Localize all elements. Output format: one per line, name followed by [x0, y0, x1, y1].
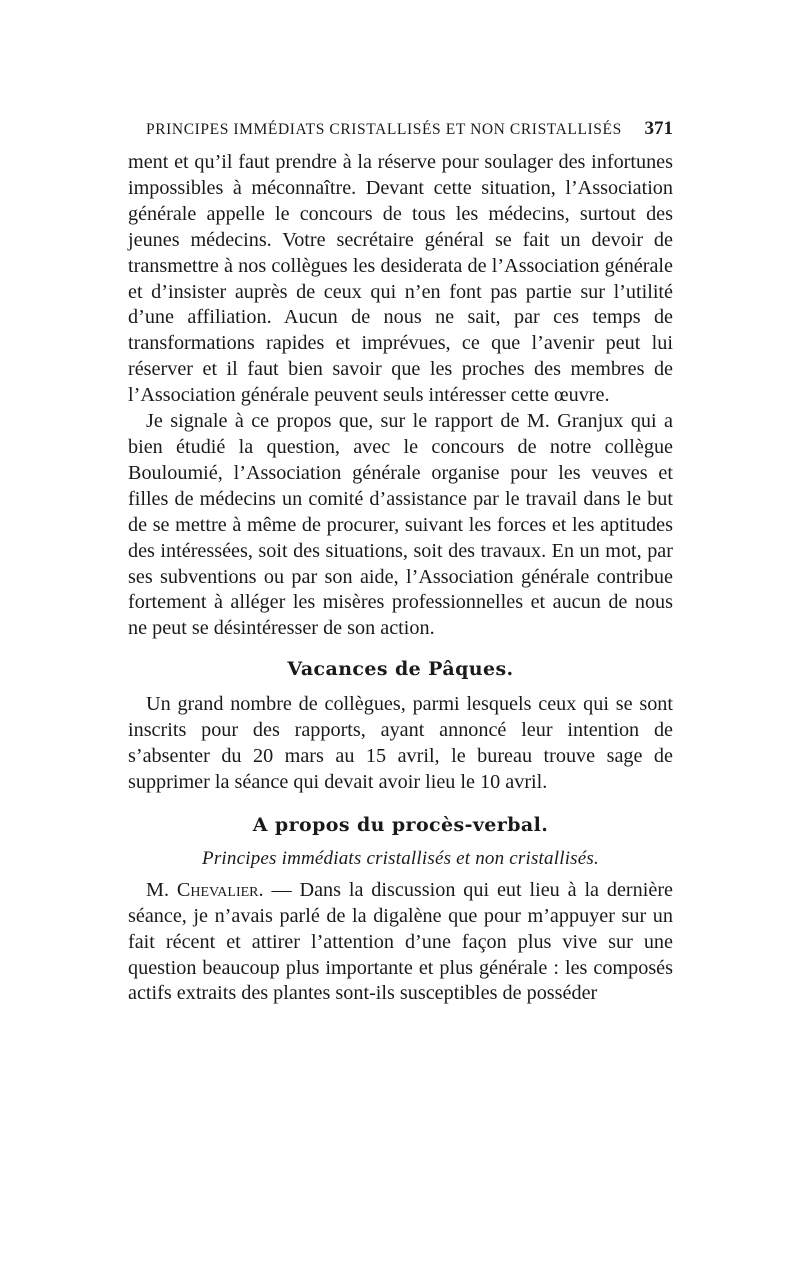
- section-title-proces-verbal: A propos du procès-verbal.: [252, 813, 549, 836]
- speaker-name: Chevalier: [176, 878, 259, 901]
- body-text: [128, 150, 673, 1007]
- paragraph-chevalier: [128, 878, 673, 1008]
- speech-text: . — Dans la discussion qui eut lieu à la dernière séance, je n’avais parlé de la digalène que pour m’appuyer sur un fait récent et attirer l’attention d’une façon plus vive sur une question beaucoup plus importante et plus générale : les composés actifs extraits des plantes sont-ils susceptibles de posséder: [128, 878, 674, 1005]
- speaker-prefix: M.: [146, 878, 177, 901]
- paragraph-vacances: Un grand nombre de collègues, parmi lesquels ceux qui se sont inscrits pour des rapports, ayant annoncé leur intention de s’absenter du 20 mars au 15 avril, le bureau trouve sage de supprimer la séance qui devait avoir lieu le 10 avril.: [128, 693, 673, 793]
- running-head: [146, 118, 673, 144]
- paragraph-continuation: ment et qu’il faut prendre à la réserve pour soulager des infortunes impossibles à méconnaître. Devant cette situation, l’Association générale appelle le concours de tous les médecins, surtout des jeunes médecins. Votre secrétaire général se fait un devoir de transmettre à nos collègues les desiderata de l’Association générale et d’insister auprès de ceux qui n’en font pas partie sur l’utilité d’une affiliation. Aucun de nous ne sait, par ces temps de transformations rapides et imprévues, ce que l’avenir peut lui réserver et il faut bien savoir que les proches des membres de l’Association générale peuvent seuls intéresser cette œuvre.: [128, 151, 673, 407]
- section-title-vacances: Vacances de Pâques.: [287, 658, 514, 681]
- book-page: [128, 118, 673, 1007]
- running-title: PRINCIPES IMMÉDIATS CRISTALLISÉS ET NON CRISTALLISÉS: [146, 121, 622, 138]
- paragraph-assistance: Je signale à ce propos que, sur le rapport de M. Granjux qui a bien étudié la question, avec le concours de notre collègue Bouloumié, l’Association générale organise pour les veuves et filles de médecins un comité d’assistance par le travail dans le but de se mettre à même de procurer, suivant les forces et les aptitudes des intéressées, soit des situations, soit des travaux. En un mot, par ses subventions ou par son aide, l’Association générale contribue fortement à alléger les misères professionnelles et aucun de nous ne peut se désintéresser de son action.: [128, 410, 673, 640]
- section-subtitle: Principes immédiats cristallisés et non cristallisés.: [202, 847, 599, 869]
- page-number: 371: [644, 118, 673, 139]
